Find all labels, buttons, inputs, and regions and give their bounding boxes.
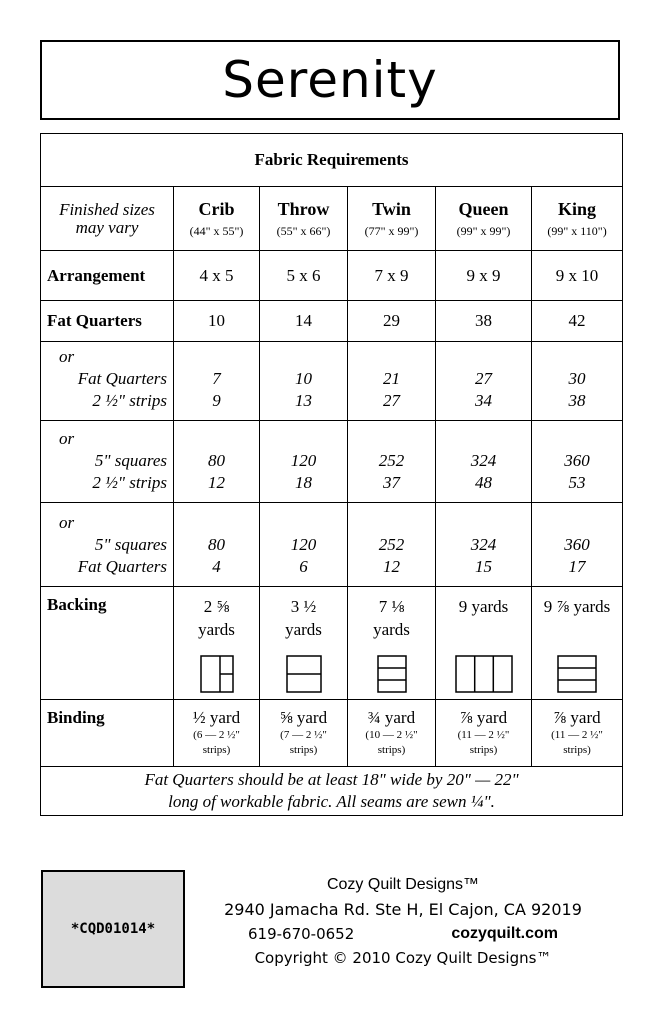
option-value: 21 27 (348, 342, 436, 421)
phone-web-line (218, 925, 588, 943)
option-label: or 5" squares Fat Quarters (41, 503, 174, 587)
backing-value: 9 ⅞ yards (532, 587, 623, 700)
finished-sizes-note: Finished sizes may vary (41, 187, 174, 251)
option-value: 360 17 (532, 503, 623, 587)
fabric-note: Fat Quarters should be at least 18" wide by 20" — 22" long of workable fabric. All seams are sewn ¼". (41, 767, 623, 816)
binding-value: ⅞ yard (11 — 2 ½" strips) (436, 700, 532, 767)
contact-info (218, 876, 588, 967)
arrangement-value: 9 x 9 (436, 251, 532, 301)
option-value: 80 12 (174, 421, 260, 503)
option-row-3 (41, 503, 623, 587)
king-backing-diagram (557, 655, 597, 693)
sku-code: *CQD01014* (70, 921, 156, 937)
copyright: Copyright © 2010 Cozy Quilt Designs™ (254, 949, 552, 967)
binding-label: Binding (41, 700, 174, 767)
phone-number: 619-670-0652 (248, 925, 355, 943)
binding-row (41, 700, 623, 767)
option-value: 10 13 (260, 342, 348, 421)
fat-quarters-value: 42 (532, 301, 623, 342)
binding-value: ½ yard (6 — 2 ½" strips) (174, 700, 260, 767)
binding-value: ¾ yard (10 — 2 ½" strips) (348, 700, 436, 767)
option-value: 27 34 (436, 342, 532, 421)
option-row-2 (41, 421, 623, 503)
option-value: 120 6 (260, 503, 348, 587)
backing-value: 2 ⅝ yards (174, 587, 260, 700)
arrangement-value: 4 x 5 (174, 251, 260, 301)
pattern-title: Serenity (222, 51, 438, 109)
fat-quarters-value: 38 (436, 301, 532, 342)
binding-value: ⅝ yard (7 — 2 ½" strips) (260, 700, 348, 767)
size-header-row (41, 187, 623, 251)
option-label: or Fat Quarters 2 ½" strips (41, 342, 174, 421)
website-link[interactable]: cozyquilt.com (451, 925, 558, 942)
size-twin: Twin (77" x 99") (348, 187, 436, 251)
option-label: or 5" squares 2 ½" strips (41, 421, 174, 503)
queen-backing-diagram (455, 655, 513, 693)
fat-quarters-row (41, 301, 623, 342)
option-value: 252 12 (348, 503, 436, 587)
address: 2940 Jamacha Rd. Ste H, El Cajon, CA 92019 (224, 900, 582, 919)
sku-barcode-box (41, 870, 185, 988)
option-value: 324 15 (436, 503, 532, 587)
option-row-1 (41, 342, 623, 421)
fat-quarters-value: 10 (174, 301, 260, 342)
arrangement-label: Arrangement (41, 251, 174, 301)
size-throw: Throw (55" x 66") (260, 187, 348, 251)
fat-quarters-value: 29 (348, 301, 436, 342)
arrangement-value: 5 x 6 (260, 251, 348, 301)
backing-value: 7 ⅛ yards (348, 587, 436, 700)
option-value: 324 48 (436, 421, 532, 503)
option-value: 80 4 (174, 503, 260, 587)
crib-backing-diagram (200, 655, 234, 693)
option-value: 120 18 (260, 421, 348, 503)
size-queen: Queen (99" x 99") (436, 187, 532, 251)
twin-backing-diagram (377, 655, 407, 693)
table-heading: Fabric Requirements (41, 134, 623, 187)
option-value: 252 37 (348, 421, 436, 503)
option-value: 30 38 (532, 342, 623, 421)
backing-value: 9 yards (436, 587, 532, 700)
title-box (40, 40, 620, 120)
arrangement-row (41, 251, 623, 301)
arrangement-value: 7 x 9 (348, 251, 436, 301)
size-king: King (99" x 110") (532, 187, 623, 251)
arrangement-value: 9 x 10 (532, 251, 623, 301)
fabric-requirements-table (40, 133, 623, 816)
option-value: 7 9 (174, 342, 260, 421)
throw-backing-diagram (286, 655, 322, 693)
backing-label: Backing (41, 587, 174, 700)
size-crib: Crib (44" x 55") (174, 187, 260, 251)
company-name: Cozy Quilt Designs™ (326, 876, 480, 893)
option-value: 360 53 (532, 421, 623, 503)
binding-value: ⅞ yard (11 — 2 ½" strips) (532, 700, 623, 767)
backing-row (41, 587, 623, 700)
backing-value: 3 ½ yards (260, 587, 348, 700)
fat-quarters-value: 14 (260, 301, 348, 342)
fat-quarters-label: Fat Quarters (41, 301, 174, 342)
note-row (41, 767, 623, 816)
